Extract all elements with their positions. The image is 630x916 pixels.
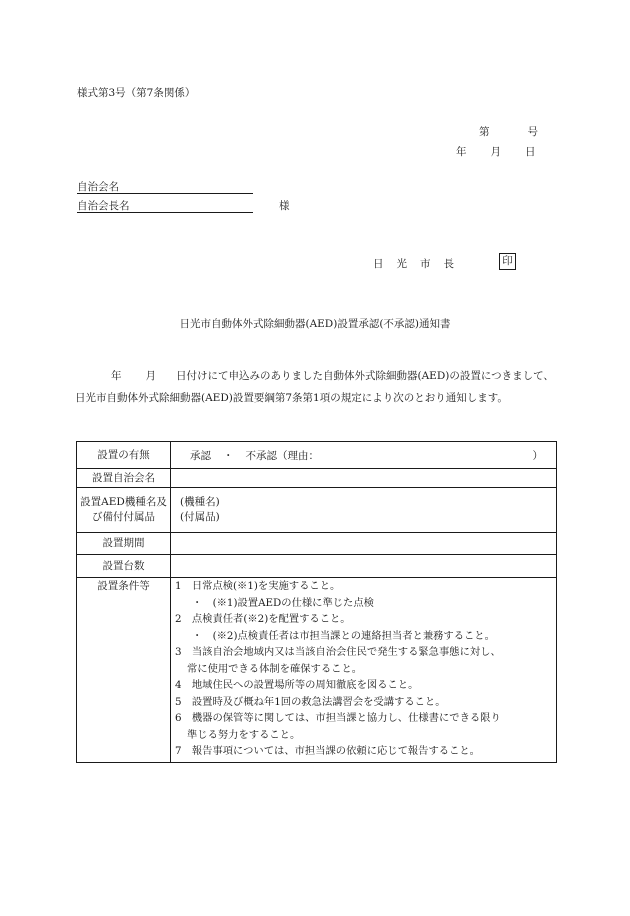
association-label: 設置自治会名: [77, 469, 171, 488]
doc-number-dai: 第: [479, 126, 490, 138]
model-value: [171, 488, 557, 533]
table-row: [77, 469, 557, 488]
conditions-label: 設置条件等: [77, 578, 171, 763]
mayor-title: 日光市長: [373, 258, 467, 270]
date-year: 年: [456, 146, 467, 158]
issue-date: [456, 144, 536, 159]
association-chief-line: [77, 198, 253, 213]
seal-mark: 印: [499, 253, 516, 270]
condition-line: 3 当該自治会地域内又は当該自治会住民で発生する緊急事態に対し、: [175, 646, 501, 658]
condition-line: 準じる努力をすること。: [187, 728, 301, 741]
period-label: 設置期間: [77, 533, 171, 555]
table-row: [77, 533, 557, 555]
approval-label: 設置の有無: [77, 442, 171, 469]
body-month: 月: [145, 370, 156, 382]
condition-line: 2 点検責任者(※2)を配置すること。: [175, 613, 351, 625]
condition-line: ・ (※2)点検責任者は市担当課との連絡担当者と兼務すること。: [192, 629, 495, 642]
notice-body: [75, 365, 559, 409]
condition-line: 5 設置時及び概ね年1回の救急法講習会を受講すること。: [175, 695, 446, 708]
count-label: 設置台数: [77, 555, 171, 578]
form-number: 様式第3号（第7条関係）: [77, 87, 196, 99]
table-row: [77, 555, 557, 578]
option-separator: ・: [223, 449, 234, 462]
condition-line: ・ (※1)設置AEDの仕様に準じた点検: [192, 596, 374, 609]
honorific: 様: [279, 200, 290, 212]
reject-option: 不承認（理由：: [245, 449, 319, 462]
document-number: [479, 124, 538, 139]
date-month: 月: [490, 146, 501, 158]
body-year: 年: [111, 370, 122, 382]
reason-close-paren: ）: [532, 449, 543, 462]
approval-value: [171, 442, 557, 469]
condition-line: 6 機器の保管等に関しては、市担当課と協力し、仕様書にできる限り: [175, 712, 501, 724]
date-day: 日: [525, 146, 536, 158]
table-row: [77, 488, 557, 533]
accessory-name: (付属品): [180, 511, 220, 523]
doc-number-go: 号: [527, 126, 538, 138]
table-row: [77, 578, 557, 763]
table-row: [77, 442, 557, 469]
conditions-value: [171, 578, 557, 763]
condition-line: 4 地域住民への設置場所等の周知徹底を図ること。: [175, 679, 419, 691]
document-title: 日光市自動体外式除細動器(AED)設置承認(不承認)通知書: [179, 318, 451, 330]
model-label: 設置AED機種名及び備付付属品: [77, 488, 171, 533]
association-name-label: 自治会名: [77, 179, 253, 194]
approve-option: 承認: [190, 449, 211, 462]
condition-line: 7 報告事項については、市担当課の依頼に応じて報告すること。: [175, 745, 480, 757]
model-name: (機種名): [180, 496, 220, 508]
period-value: [171, 533, 557, 555]
association-chief-label: 自治会長名: [77, 198, 253, 213]
count-value: [171, 555, 557, 578]
body-text: 日付けにて申込みのありました自動体外式除細動器(AED)の設置につきまして、日光市自動体外式除細動器(AED)設置要綱第7条第1項の規定により次のとおり通知します。: [75, 370, 554, 404]
association-value: [171, 469, 557, 488]
association-name-line: [77, 179, 253, 194]
condition-line: 1 日常点検(※1)を実施すること。: [175, 580, 341, 592]
approval-table: [76, 441, 557, 763]
condition-line: 常に使用できる体制を確保すること。: [187, 662, 363, 675]
